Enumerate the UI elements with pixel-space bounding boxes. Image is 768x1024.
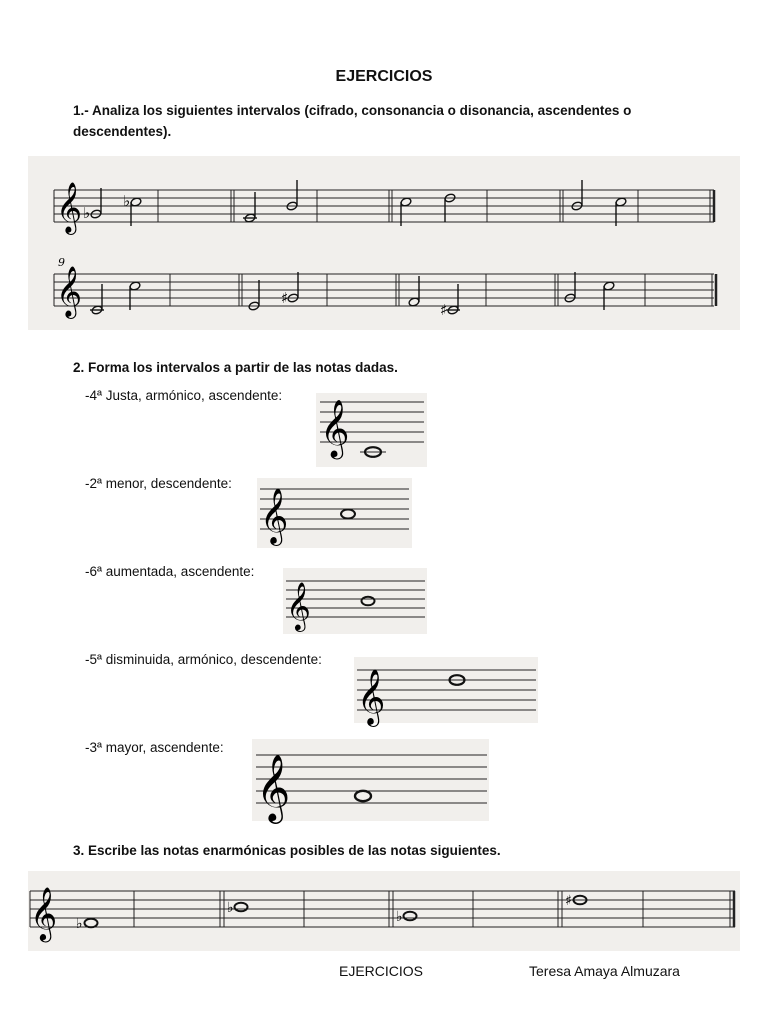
exercise-prompt: -2ª menor, descendente: — [85, 476, 232, 491]
exercise-staff-svg — [257, 478, 412, 548]
treble-clef-icon: 𝄞 — [256, 753, 291, 821]
sharp-icon: ♯ — [440, 301, 448, 319]
flat-icon: ♭ — [396, 909, 403, 925]
section-3-score — [28, 871, 740, 951]
section-2-instruction: 2. Forma los intervalos a partir de las notas dadas. — [73, 360, 398, 375]
section-1-instruction: 1.- Analiza los siguientes intervalos (cifrado, consonancia o disonancia, ascendentes o descendentes). — [73, 103, 632, 139]
exercise-prompt: -3ª mayor, ascendente: — [85, 740, 224, 755]
whole-note — [341, 510, 355, 519]
exercise-staff — [252, 739, 489, 821]
footer-author: Teresa Amaya Almuzara — [529, 963, 680, 979]
treble-clef-icon: 𝄞 — [357, 669, 386, 725]
treble-clef-icon: 𝄞 — [286, 581, 311, 630]
measure-number: 9 — [58, 256, 65, 269]
sharp-icon: ♯ — [565, 893, 572, 909]
exercise-staff — [354, 657, 538, 723]
section-3-staff-svg — [28, 871, 740, 951]
sharp-icon: ♯ — [281, 289, 289, 307]
section-1-staff-svg — [28, 156, 740, 330]
whole-note — [362, 597, 375, 606]
section-1-score — [28, 156, 740, 330]
page-title: EJERCICIOS — [335, 68, 433, 85]
exercise-prompt: -4ª Justa, armónico, ascendente: — [85, 388, 283, 403]
exercise-staff — [257, 478, 412, 548]
exercise-prompt: -6ª aumentada, ascendente: — [85, 564, 255, 579]
exercise-prompt: -5ª disminuida, armónico, descendente: — [85, 652, 322, 667]
flat-icon: ♭ — [76, 916, 83, 932]
treble-clef-icon: 𝄞 — [320, 399, 350, 457]
flat-icon: ♭ — [123, 192, 131, 210]
section-3-instruction: 3. Escribe las notas enarmónicas posibles de las notas siguientes. — [73, 843, 501, 858]
footer-title: EJERCICIOS — [339, 963, 424, 979]
exercise-staff-svg — [354, 657, 538, 723]
exercise-staff-svg — [316, 393, 427, 467]
exercise-staff-svg — [283, 568, 427, 634]
exercise-staff-svg — [252, 739, 489, 821]
exercise-staff — [316, 393, 427, 467]
exercise-staff — [283, 568, 427, 634]
treble-clef-icon: 𝄞 — [56, 266, 83, 317]
treble-clef-icon: 𝄞 — [56, 182, 83, 233]
flat-icon: ♭ — [83, 204, 91, 222]
treble-clef-icon: 𝄞 — [260, 488, 289, 544]
treble-clef-icon: 𝄞 — [30, 886, 58, 940]
whole-note — [355, 791, 371, 801]
flat-icon: ♭ — [227, 900, 234, 916]
